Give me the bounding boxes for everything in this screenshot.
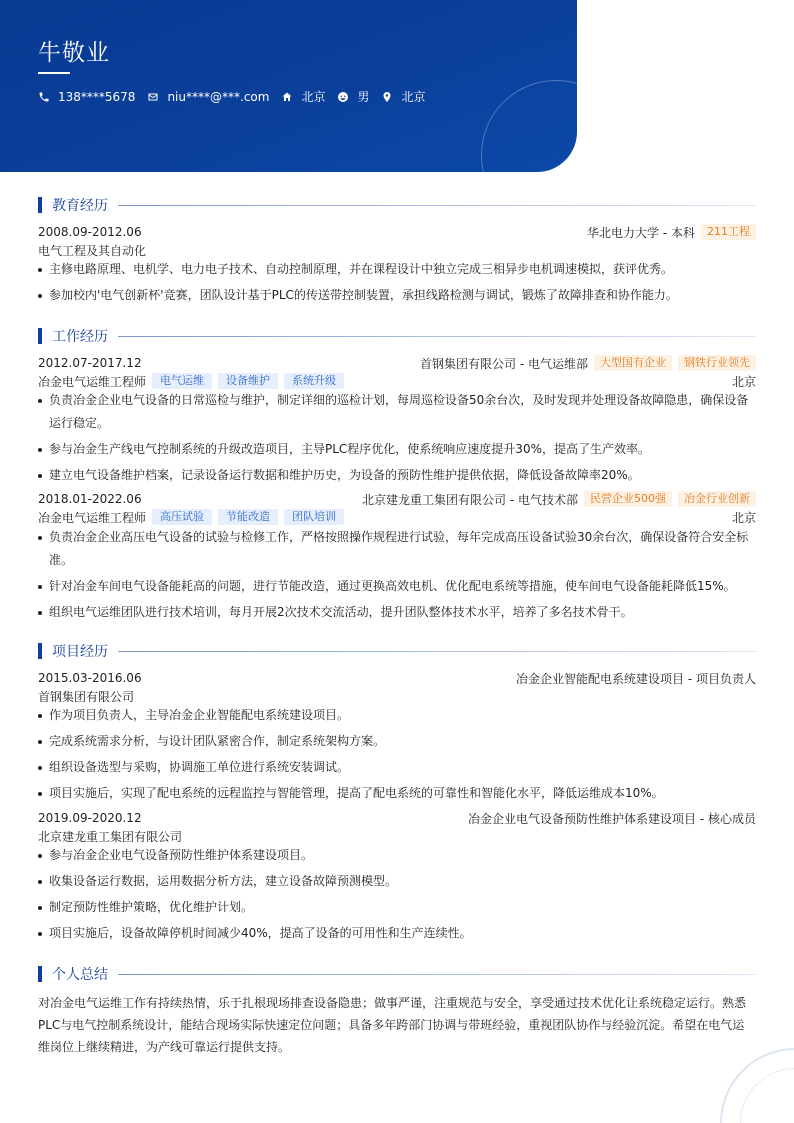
company-tag: 冶金行业创新	[678, 491, 756, 507]
company-tag: 民营企业500强	[584, 491, 672, 507]
summary-section-title	[38, 965, 756, 983]
work-date: 2012.07-2017.12	[38, 356, 142, 370]
list-item: 作为项目负责人，主导冶金企业智能配电系统建设项目。	[38, 704, 756, 727]
location-pin-icon	[381, 91, 393, 103]
section-rule	[118, 974, 756, 975]
email-text: niu****@***.com	[167, 89, 270, 104]
school-tag: 211工程	[701, 224, 756, 240]
smiley-icon	[337, 91, 349, 103]
work-header-row	[38, 490, 756, 508]
list-item: 针对冶金车间电气设备能耗高的问题，进行节能改造，通过更换高效电机、优化配电系统等措施，使车间电气设备能耗降低15%。	[38, 575, 756, 598]
project-header-row	[38, 809, 756, 827]
section-rule	[118, 336, 756, 337]
list-item: 组织设备选型与采购，协调施工单位进行系统安装调试。	[38, 756, 756, 779]
work-bullets	[38, 526, 756, 627]
mail-icon	[147, 91, 159, 103]
education-section-title	[38, 196, 756, 214]
skill-tag: 团队培训	[284, 509, 344, 525]
phone-icon	[38, 91, 50, 103]
skill-tag: 系统升级	[284, 373, 344, 389]
hometown-text: 北京	[301, 90, 326, 104]
decorative-ring	[481, 80, 577, 172]
project-bullets	[38, 844, 756, 948]
education-school: 华北电力大学 - 本科	[587, 225, 695, 240]
list-item: 收集设备运行数据，运用数据分析方法，建立设备故障预测模型。	[38, 870, 756, 893]
list-item: 建立电气设备维护档案，记录设备运行数据和维护历史，为设备的预防性维护提供依据，降低设备故障率20%。	[38, 464, 756, 487]
list-item: 参与冶金企业电气设备预防性维护体系建设项目。	[38, 844, 756, 867]
contact-email	[147, 90, 269, 104]
list-item: 完成系统需求分析，与设计团队紧密合作，制定系统架构方案。	[38, 730, 756, 753]
list-item: 参与冶金生产线电气控制系统的升级改造项目，主导PLC程序优化，使系统响应速度提升30%，提高了生产效率。	[38, 438, 756, 461]
list-item: 参加校内'电气创新杯'竞赛，团队设计基于PLC的传送带控制装置，承担线路检测与调试，锻炼了故障排查和协作能力。	[38, 284, 756, 307]
section-bar	[38, 966, 42, 982]
education-bullets	[38, 258, 756, 310]
summary-text: 对冶金电气运维工作有持续热情，乐于扎根现场排查设备隐患；做事严谨，注重规范与安全，享受通过技术优化让系统稳定运行。熟悉PLC与电气控制系统设计，能结合现场实际快速定位问题；具备多年跨部门协调与带班经验，重视团队协作与经验沉淀。希望在电气运维岗位上继续精进，为产线可靠运行提供支持。	[38, 996, 747, 1054]
work-company-group	[362, 491, 756, 508]
company-tag: 大型国有企业	[594, 355, 672, 371]
work-title-row	[38, 508, 756, 526]
location-text: 北京	[401, 90, 426, 104]
phone-text: 138****5678	[58, 89, 136, 104]
project-date: 2019.09-2020.12	[38, 811, 142, 825]
skill-tag: 设备维护	[218, 373, 278, 389]
section-label: 教育经历	[52, 198, 108, 214]
section-rule	[118, 651, 756, 652]
project-org-row	[38, 827, 756, 845]
name-underline	[38, 72, 70, 74]
skill-tag: 节能改造	[218, 509, 278, 525]
work-title-row	[38, 372, 756, 390]
work-title-group	[38, 509, 344, 526]
project-name-role: 冶金企业电气设备预防性维护体系建设项目 - 核心成员	[468, 811, 756, 826]
project-name-role: 冶金企业智能配电系统建设项目 - 项目负责人	[516, 671, 756, 686]
work-header-row	[38, 354, 756, 372]
candidate-name: 牛敬业	[38, 40, 110, 66]
project-header-row	[38, 669, 756, 687]
contact-location	[381, 88, 425, 105]
section-label: 项目经历	[52, 644, 108, 660]
gender-text: 男	[357, 90, 370, 104]
project-org: 北京建龙重工集团有限公司	[38, 829, 183, 844]
section-bar	[38, 643, 42, 659]
contact-bar	[38, 88, 438, 105]
skill-tag: 电气运维	[152, 373, 212, 389]
education-date: 2008.09-2012.06	[38, 225, 142, 239]
list-item: 主修电路原理、电机学、电力电子技术、自动控制原理，并在课程设计中独立完成三相异步电机调速模拟，获评优秀。	[38, 258, 756, 281]
project-bullets	[38, 704, 756, 808]
list-item: 负责冶金企业电气设备的日常巡检与维护，制定详细的巡检计划，每周巡检设备50余台次，及时发现并处理设备故障隐患，确保设备运行稳定。	[38, 389, 756, 435]
work-section-title	[38, 327, 756, 345]
company-tag: 钢铁行业领先	[678, 355, 756, 371]
project-date: 2015.03-2016.06	[38, 671, 142, 685]
skill-tag: 高压试验	[152, 509, 212, 525]
section-bar	[38, 197, 42, 213]
education-school-group	[587, 224, 756, 241]
resume-header	[0, 0, 577, 172]
work-city: 北京	[731, 374, 756, 389]
work-company: 北京建龙重工集团有限公司 - 电气技术部	[362, 492, 578, 507]
education-major: 电气工程及其自动化	[38, 243, 147, 258]
home-icon	[281, 91, 293, 103]
work-title-group	[38, 373, 344, 390]
list-item: 组织电气运维团队进行技术培训，每月开展2次技术交流活动，提升团队整体技术水平，培养了多名技术骨干。	[38, 601, 756, 624]
list-item: 项目实施后，设备故障停机时间减少40%，提高了设备的可用性和生产连续性。	[38, 922, 756, 945]
work-city: 北京	[731, 510, 756, 525]
contact-phone	[38, 90, 135, 104]
work-title: 冶金电气运维工程师	[38, 374, 147, 389]
education-row	[38, 223, 756, 241]
education-major-row	[38, 241, 756, 259]
work-company: 首钢集团有限公司 - 电气运维部	[420, 356, 588, 371]
list-item: 制定预防性维护策略，优化维护计划。	[38, 896, 756, 919]
contact-gender	[337, 88, 369, 105]
projects-section-title	[38, 642, 756, 660]
section-label: 工作经历	[52, 329, 108, 345]
work-title: 冶金电气运维工程师	[38, 510, 147, 525]
work-date: 2018.01-2022.06	[38, 492, 142, 506]
list-item: 项目实施后，实现了配电系统的远程监控与智能管理，提高了配电系统的可靠性和智能化水平，降低运维成本10%。	[38, 782, 756, 805]
section-label: 个人总结	[52, 967, 108, 983]
list-item: 负责冶金企业高压电气设备的试验与检修工作，严格按照操作规程进行试验，每年完成高压设备试验30余台次，确保设备符合安全标准。	[38, 526, 756, 572]
work-bullets	[38, 389, 756, 490]
work-company-group	[420, 355, 756, 372]
project-org: 首钢集团有限公司	[38, 689, 135, 704]
contact-hometown	[281, 88, 325, 105]
section-bar	[38, 328, 42, 344]
section-rule	[118, 205, 756, 206]
project-org-row	[38, 687, 756, 705]
